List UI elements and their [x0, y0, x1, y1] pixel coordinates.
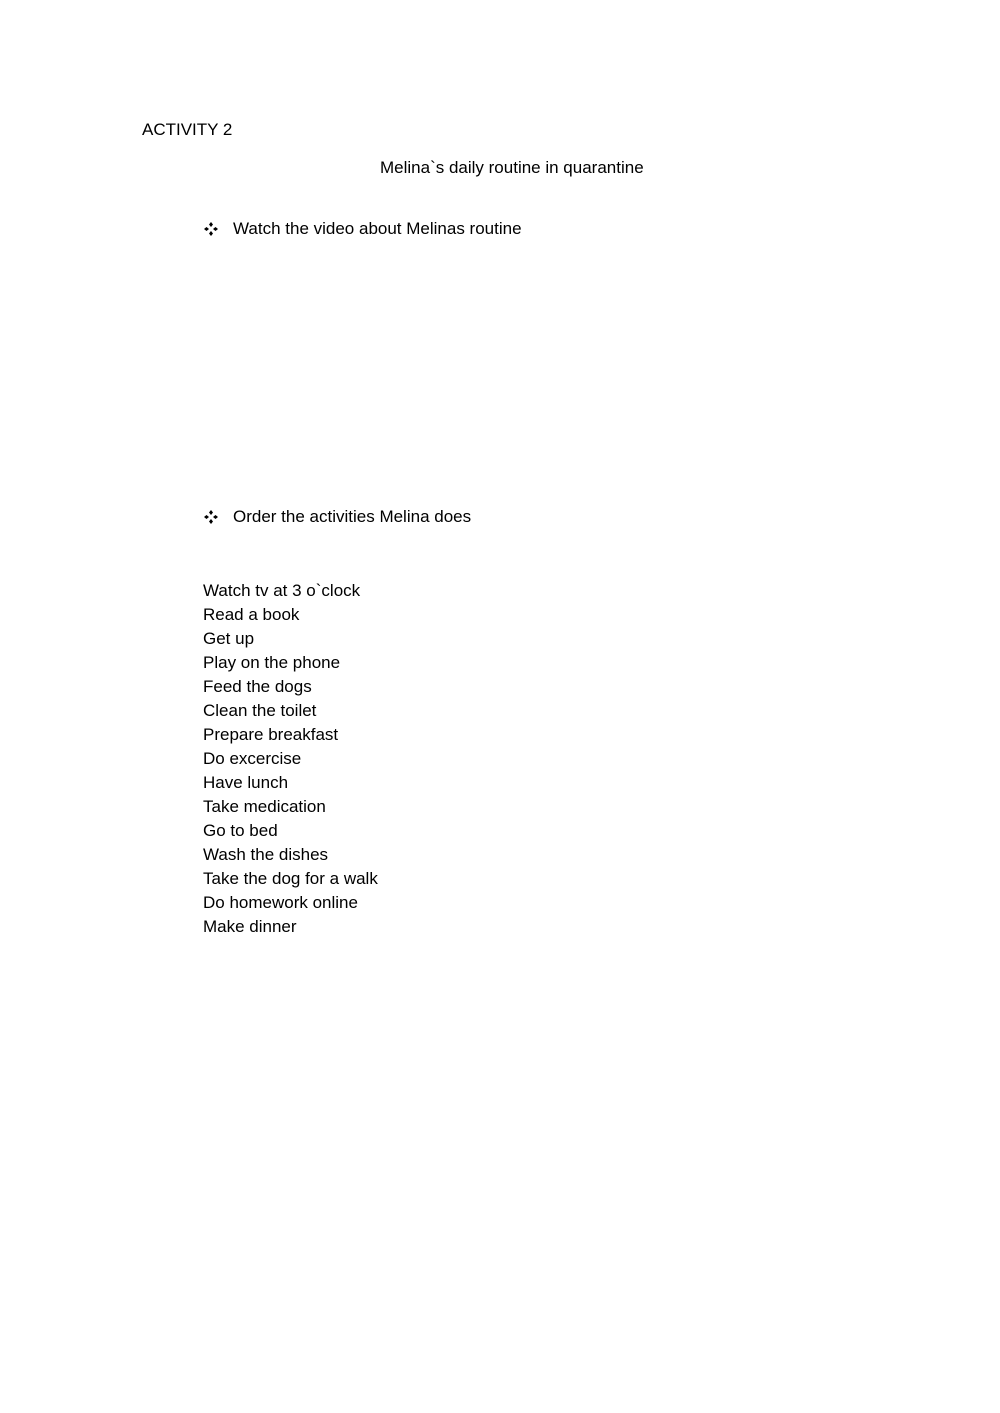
instruction-text: Watch the video about Melinas routine: [233, 219, 522, 238]
list-item: Prepare breakfast: [203, 725, 339, 744]
list-item: Wash the dishes: [203, 845, 329, 864]
instruction-order-activities: [203, 507, 471, 527]
list-item: Watch tv at 3 o`clock: [203, 581, 361, 600]
page-title: Melina`s daily routine in quarantine: [380, 158, 644, 177]
list-item: Make dinner: [203, 917, 297, 936]
diamond-bullet-icon: [203, 221, 219, 237]
list-item: Go to bed: [203, 821, 278, 840]
diamond-bullet-icon: [203, 509, 219, 525]
list-item: Feed the dogs: [203, 677, 312, 696]
list-item: Do excercise: [203, 749, 302, 768]
list-item: Get up: [203, 629, 255, 648]
instruction-text: Order the activities Melina does: [233, 507, 472, 526]
activity-list: [203, 579, 378, 939]
list-item: Clean the toilet: [203, 701, 317, 720]
activity-label: ACTIVITY 2: [142, 120, 233, 139]
list-item: Have lunch: [203, 773, 289, 792]
list-item: Do homework online: [203, 893, 358, 912]
list-item: Read a book: [203, 605, 300, 624]
list-item: Play on the phone: [203, 653, 341, 672]
instruction-watch-video: [203, 219, 522, 239]
list-item: Take medication: [203, 797, 326, 816]
list-item: Take the dog for a walk: [203, 869, 378, 888]
